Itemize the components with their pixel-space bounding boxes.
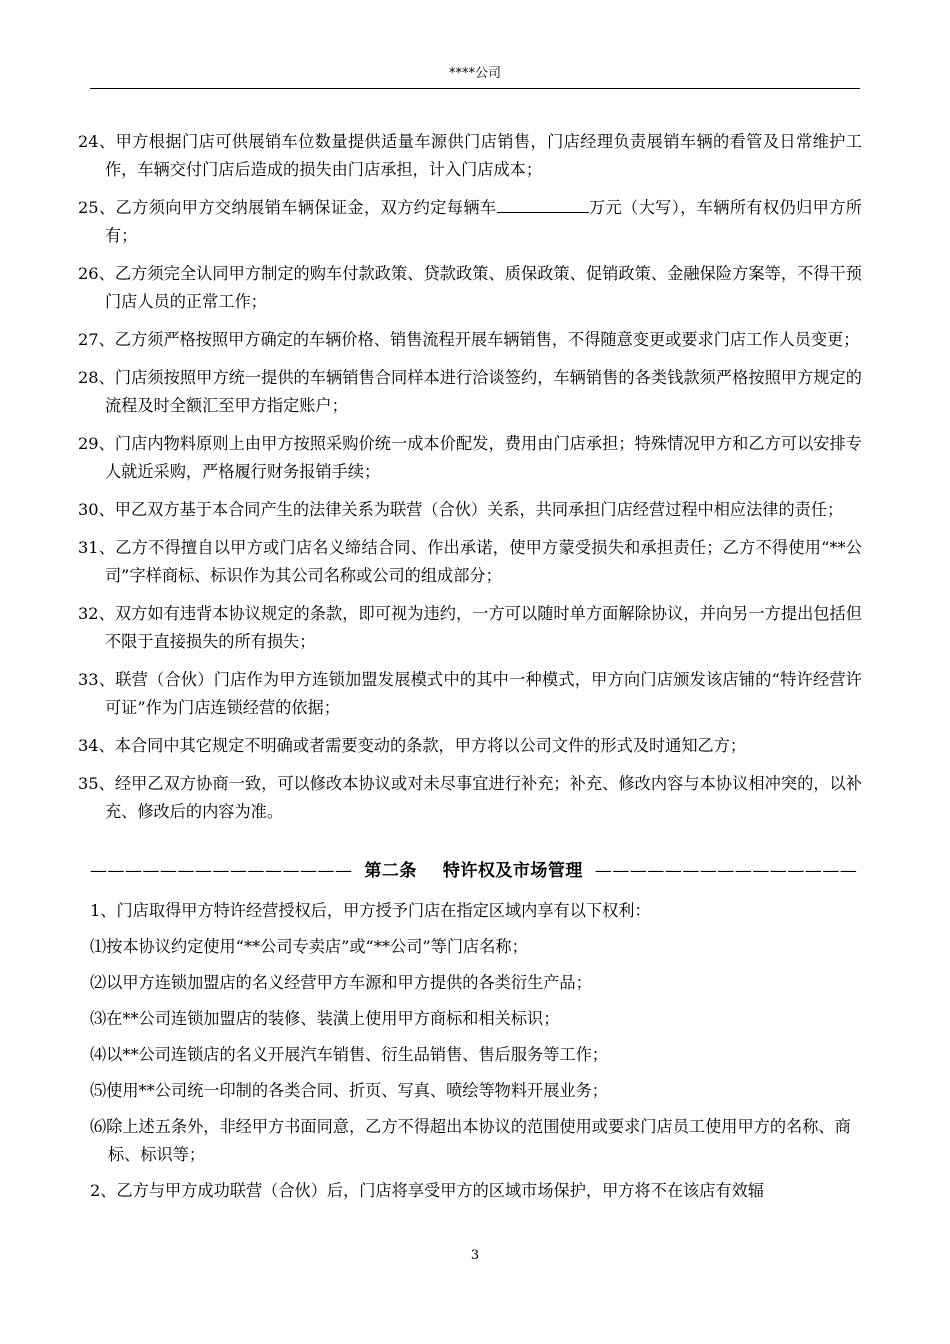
header-divider <box>90 88 860 89</box>
clause-34: 34、本合同中其它规定不明确或者需要变动的条款，甲方将以公司文件的形式及时通知乙方； <box>78 736 747 755</box>
clause-25-after: 万元（大写），车辆所有权仍归甲方所有； <box>105 198 862 245</box>
heading-dashes-right: ——————————————— <box>594 861 858 881</box>
section2-item-1: 1、门店取得甲方特许经营授权后，甲方授予门店在指定区域内享有以下权利： <box>90 901 651 920</box>
clause-32: 32、双方如有违背本协议规定的条款，即可视为违约，一方可以随时单方面解除协议，并向另一方提出包括但不限于直接损失的所有损失； <box>78 604 862 651</box>
sub-item-4: ⑷以**公司连锁店的名义开展汽车销售、衍生品销售、售后服务等工作； <box>90 1045 608 1064</box>
clause-35: 35、经甲乙双方协商一致，可以修改本协议或对未尽事宜进行补充；补充、修改内容与本协议相冲突的，以补充、修改后的内容为准。 <box>78 774 862 821</box>
sub-item-2: ⑵以甲方连锁加盟店的名义经营甲方车源和甲方提供的各类衍生产品； <box>90 973 592 992</box>
heading-dashes-left: ——————————————— <box>90 861 353 881</box>
sub-item-1: ⑴按本协议约定使用“**公司专卖店”或“**公司”等门店名称； <box>90 937 528 956</box>
sub-item-3: ⑶在**公司连锁加盟店的装修、装潢上使用甲方商标和相关标识； <box>90 1009 560 1028</box>
clause-26: 26、乙方须完全认同甲方制定的购车付款政策、贷款政策、质保政策、促销政策、金融保险方案等，不得干预门店人员的正常工作； <box>78 264 862 311</box>
clause-25-before: 25、乙方须向甲方交纳展销车辆保证金，双方约定每辆车 <box>78 198 497 217</box>
clause-27: 27、乙方须严格按照甲方确定的车辆价格、销售流程开展车辆销售，不得随意变更或要求门店工作人员变更； <box>78 330 860 349</box>
clause-33: 33、联营（合伙）门店作为甲方连锁加盟发展模式中的其中一种模式，甲方向门店颁发该店铺的“特许经营许可证”作为门店连锁经营的依据； <box>78 670 862 717</box>
clause-28: 28、门店须按照甲方统一提供的车辆销售合同样本进行洽谈签约，车辆销售的各类钱款须严格按照甲方规定的流程及时全额汇至甲方指定账户； <box>78 368 862 415</box>
clause-25 <box>78 194 862 250</box>
section-label: 第二条 <box>364 861 417 881</box>
section-title: 特许权及市场管理 <box>442 861 583 881</box>
section-heading <box>90 857 862 885</box>
clause-24: 24、甲方根据门店可供展销车位数量提供适量车源供门店销售，门店经理负责展销车辆的看管及日常维护工作，车辆交付门店后造成的损失由门店承担，计入门店成本； <box>78 132 862 179</box>
sub-item-6: ⑹除上述五条外，非经甲方书面同意，乙方不得超出本协议的范围使用或要求门店员工使用甲方的名称、商标、标识等； <box>90 1117 851 1164</box>
clause-30: 30、甲乙双方基于本合同产生的法律关系为联营（合伙）关系，共同承担门店经营过程中相应法律的责任； <box>78 500 844 519</box>
clause-29: 29、门店内物料原则上由甲方按照采购价统一成本价配发，费用由门店承担；特殊情况甲方和乙方可以安排专人就近采购，严格履行财务报销手续； <box>78 434 862 481</box>
document-body <box>78 128 862 1213</box>
deposit-amount-blank <box>497 194 589 213</box>
clause-31: 31、乙方不得擅自以甲方或门店名义缔结合同、作出承诺，使甲方蒙受损失和承担责任；乙方不得使用“**公司”字样商标、标识作为其公司名称或公司的组成部分； <box>78 538 862 585</box>
page-header: ****公司 <box>448 66 501 81</box>
page-number: 3 <box>470 1248 480 1263</box>
sub-item-5: ⑸使用**公司统一印制的各类合同、折页、写真、喷绘等物料开展业务； <box>90 1081 608 1100</box>
section2-item-2: 2、乙方与甲方成功联营（合伙）后，门店将享受甲方的区域市场保护，甲方将不在该店有效辐 <box>90 1181 764 1200</box>
